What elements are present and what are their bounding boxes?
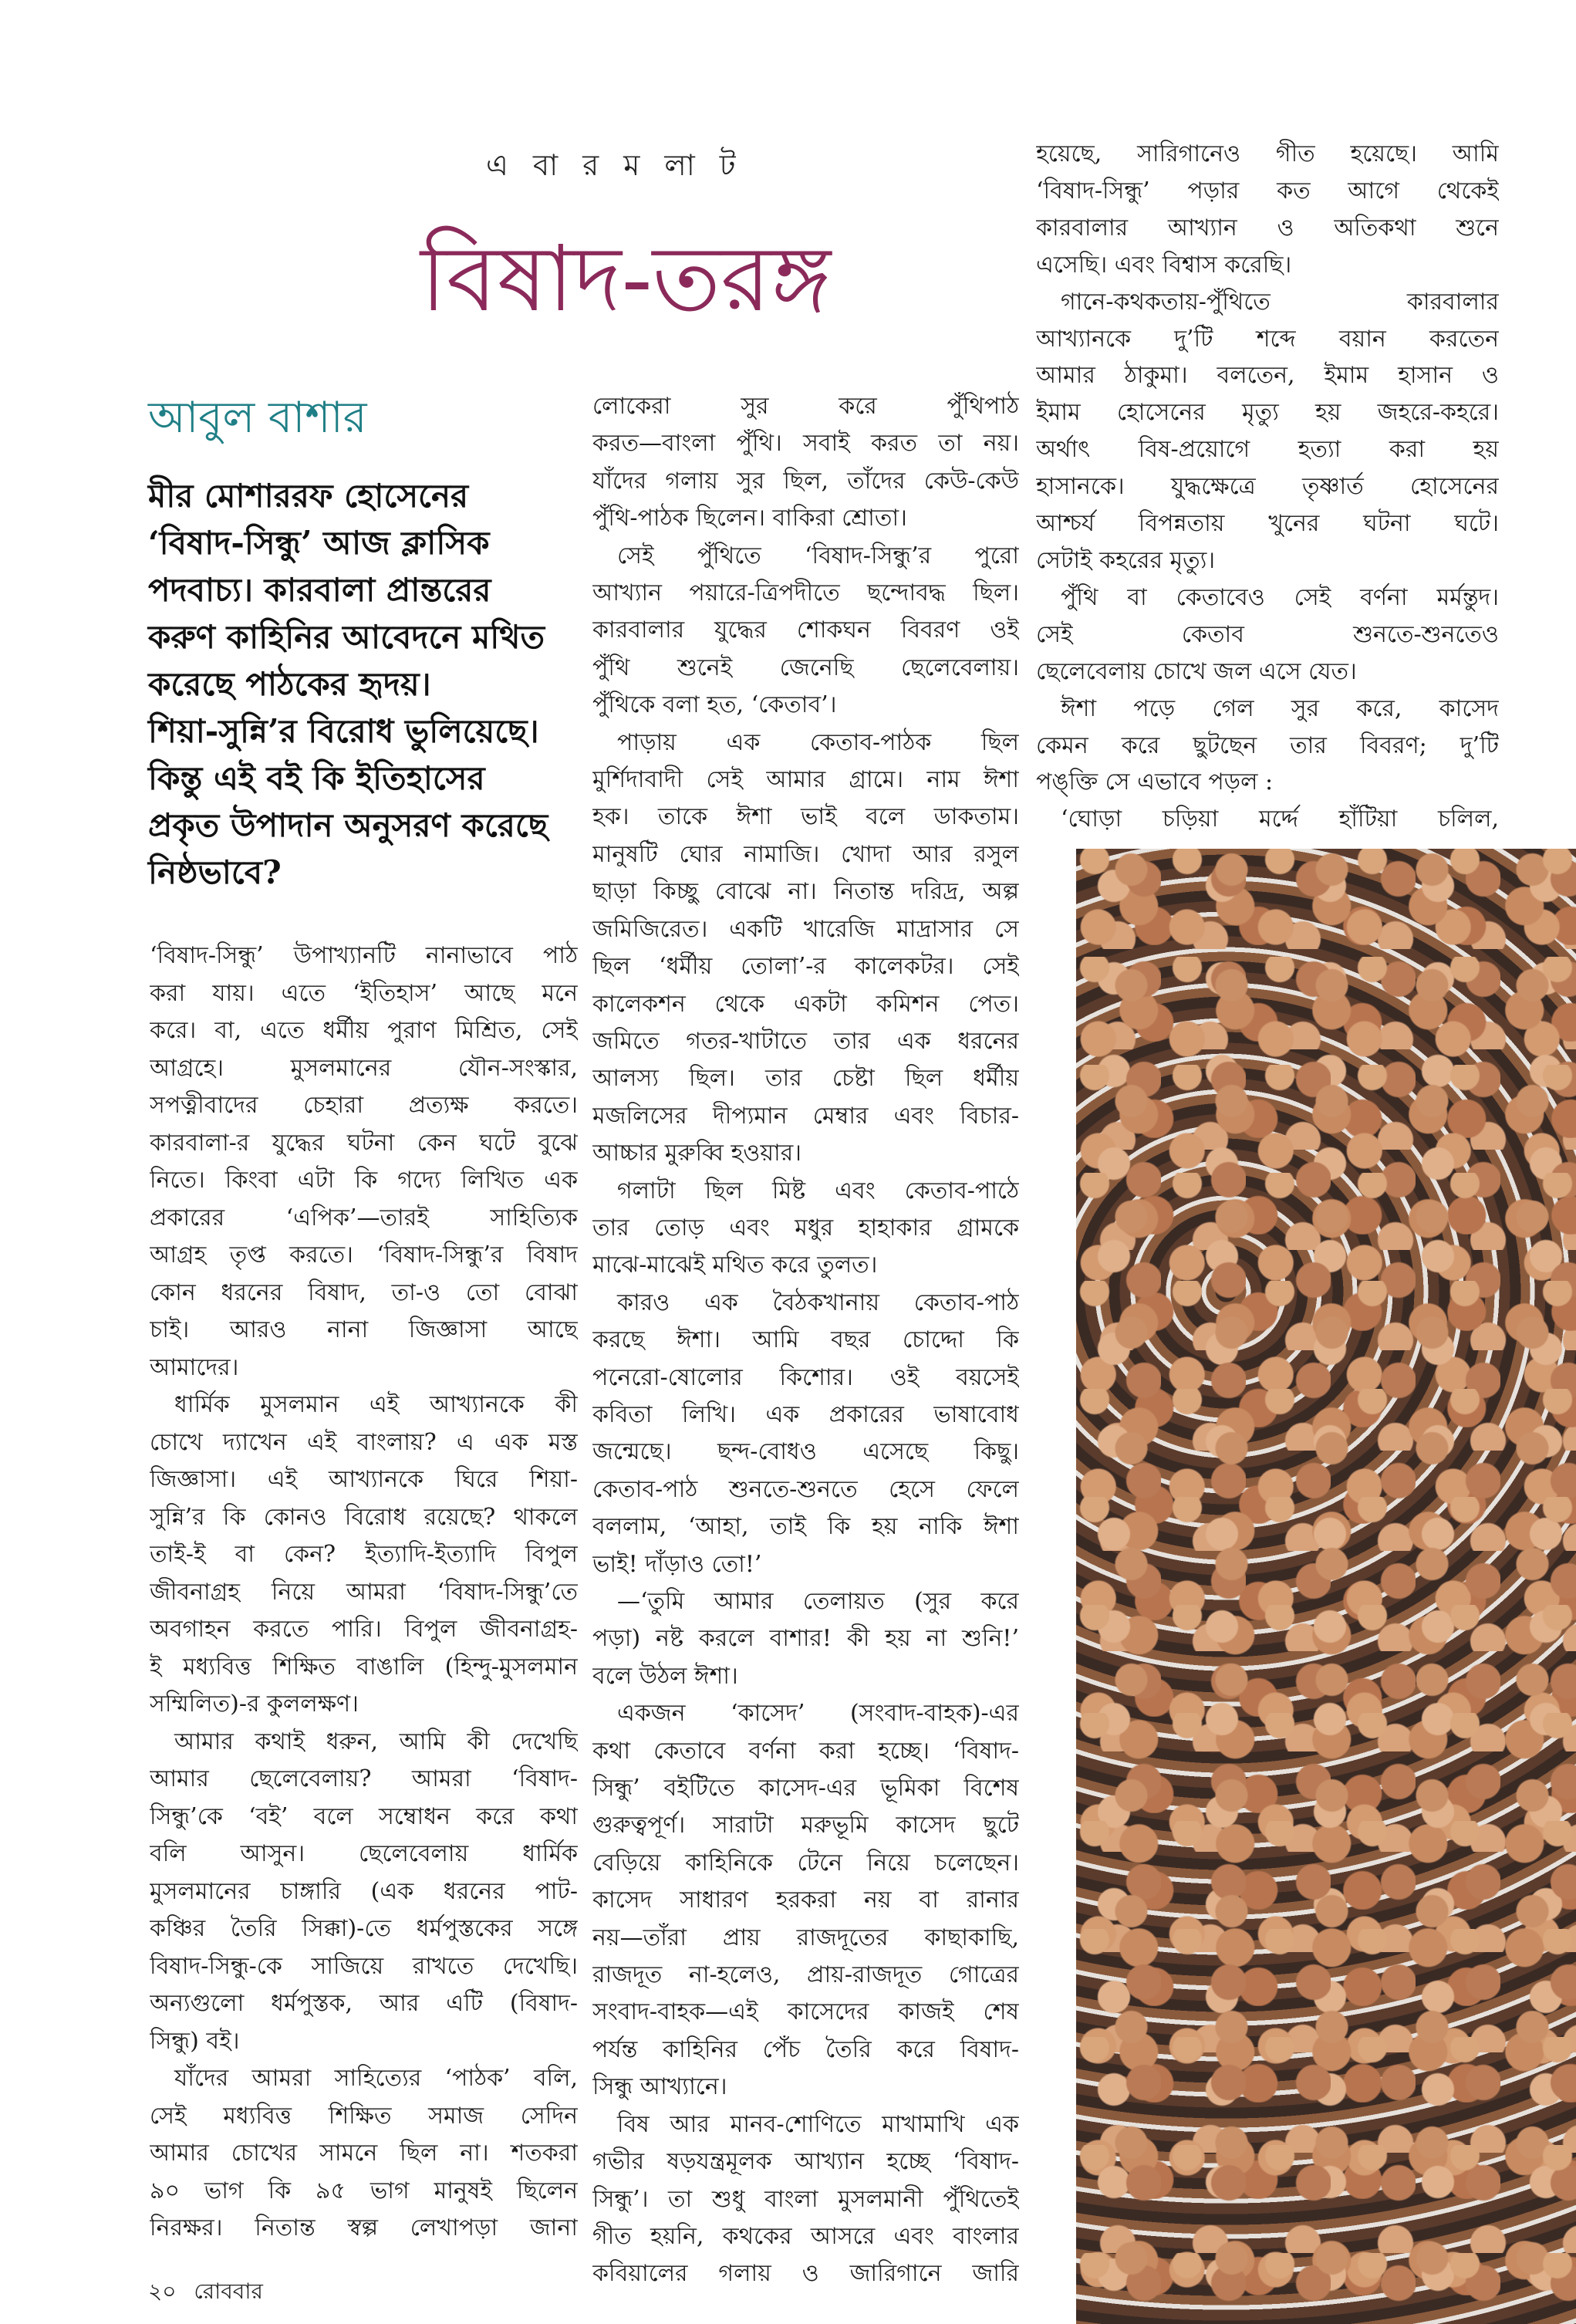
text-line: ৯০ ভাগ কি ৯৫ ভাগ মানুষই ছিলেন: [150, 2177, 578, 2204]
paragraph: [592, 1583, 1019, 1695]
page-number: ২০: [148, 2278, 177, 2304]
text-line: ‘ঘোড়া চড়িয়া মর্দ্দে হাঁটিয়া চলিল,: [1061, 806, 1499, 833]
text-line: ‘বিষাদ-সিন্ধু’ পড়ার কত আগে থেকেই: [1036, 177, 1499, 204]
text-line: মুসলমানের চাঙ্গারি (এক ধরনের পাট-: [150, 1877, 578, 1905]
text-line: সিন্ধু আখ্যানে।: [592, 2073, 727, 2101]
text-line: করা যায়। এতে ‘ইতিহাস’ আছে মনে: [150, 979, 578, 1007]
text-line: —‘তুমি আমার তেলায়ত (সুর করে: [617, 1588, 1019, 1615]
section-kicker: এ বা র ম লা ট: [486, 148, 744, 182]
text-line: রাজদূত না-হলেও, প্রায়-রাজদূত গোত্রের: [592, 1961, 1019, 1989]
text-line: জিজ্ঞাসা। এই আখ্যানকে ঘিরে শিয়া-: [150, 1466, 578, 1493]
paragraph: [592, 725, 1019, 1173]
lead-line: মীর মোশাররফ হোসেনের: [148, 477, 469, 515]
text-line: বলি আসুন। ছেলেবেলায় ধার্মিক: [150, 1840, 578, 1867]
text-line: হাসানকে। যুদ্ধক্ষেত্রে তৃষ্ণার্ত হোসেনের: [1036, 473, 1499, 501]
lead-line: কিন্তু এই বই কি ইতিহাসের: [148, 759, 485, 797]
text-line: তাই-ই বা কেন? ইত্যাদি-ইত্যাদি বিপুল: [150, 1541, 578, 1568]
text-line: জমিতে গতর-খাটাতে তার এক ধরনের: [592, 1027, 1019, 1055]
text-line: ধার্মিক মুসলমান এই আখ্যানকে কী: [174, 1391, 578, 1418]
body-column-2: [592, 388, 1019, 2293]
paragraph: [1036, 801, 1499, 838]
text-line: পড়া) নষ্ট করলে বাশার! কী হয় না শুনি!’: [592, 1625, 1019, 1653]
text-line: যাঁদের আমরা সাহিত্যের ‘পাঠক’ বলি,: [174, 2065, 578, 2092]
text-line: বিষাদ-সিন্ধু-কে সাজিয়ে রাখতে দেখেছি।: [150, 1952, 578, 1980]
text-line: পর্যন্ত কাহিনির পেঁচ তৈরি করে বিষাদ-: [592, 2035, 1019, 2063]
lead-line: করুণ কাহিনির আবেদনে মথিত: [148, 618, 545, 656]
text-line: গভীর ষড়যন্ত্রমূলক আখ্যান হচ্ছে ‘বিষাদ-: [592, 2148, 1019, 2176]
lead-line: পদবাচ্য। কারবালা প্রান্তরের: [148, 571, 491, 609]
paragraph: [150, 1387, 578, 1724]
text-line: কালেকশন থেকে একটা কমিশন পেত।: [592, 990, 1019, 1018]
text-line: মাঝে-মাঝেই মথিত করে তুলত।: [592, 1252, 878, 1279]
text-line: কবিতা লিখি। এক প্রকারের ভাষাবোধ: [592, 1400, 1019, 1428]
lead-line: নিষ্ঠভাবে?: [148, 853, 282, 891]
text-line: সংবাদ-বাহক—এই কাসেদের কাজই শেষ: [592, 1998, 1019, 2026]
text-line: আশ্চর্য বিপন্নতায় খুনের ঘটনা ঘটে।: [1036, 510, 1499, 538]
text-line: জমিজিরেত। একটি খারেজি মাদ্রাসার সে: [592, 915, 1019, 943]
text-line: সেই মধ্যবিত্ত শিক্ষিত সমাজ সেদিন: [150, 2102, 578, 2130]
text-line: বলে উঠল ঈশা।: [592, 1662, 738, 1690]
text-line: এসেছি। এবং বিশ্বাস করেছি।: [1036, 251, 1292, 279]
text-line: করে। বা, এতে ধর্মীয় পুরাণ মিশ্রিত, সেই: [150, 1017, 578, 1044]
text-line: চোখে দ্যাখেন এই বাংলায়? এ এক মস্ত: [150, 1428, 578, 1456]
text-line: অবগাহন করতে পারি। বিপুল জীবনাগ্রহ-: [150, 1616, 578, 1643]
text-line: একজন ‘কাসেদ’ (সংবাদ-বাহক)-এর: [617, 1700, 1019, 1728]
text-line: প্রকারের ‘এপিক’—তারই সাহিত্যিক: [150, 1204, 578, 1231]
lead-line: ‘বিষাদ-সিন্ধু’ আজ ক্লাসিক: [148, 524, 490, 562]
text-line: পনেরো-ষোলোর কিশোর। ওই বয়সেই: [592, 1363, 1019, 1391]
text-line: সিন্ধু’কে ‘বই’ বলে সম্বোধন করে কথা: [150, 1802, 578, 1830]
text-line: ছেলেবেলায় চোখে জল এসে যেত।: [1036, 657, 1357, 685]
text-line: কথা কেতাবে বর্ণনা করা হচ্ছে। ‘বিষাদ-: [592, 1737, 1019, 1765]
text-line: জীবনাগ্রহ নিয়ে আমরা ‘বিষাদ-সিন্ধু’তে: [150, 1578, 578, 1606]
text-line: ছিল ‘ধর্মীয় তোলা’-র কালেকটর। সেই: [592, 953, 1019, 981]
text-line: কারবালা-র যুদ্ধের ঘটনা কেন ঘটে বুঝে: [150, 1129, 578, 1157]
text-line: আমার কথাই ধরুন, আমি কী দেখেছি: [174, 1728, 578, 1755]
text-line: নিতে। কিংবা এটা কি গদ্যে লিখিত এক: [150, 1167, 578, 1194]
text-line: কাসেদ সাধারণ হরকরা নয় বা রানার: [592, 1887, 1019, 1914]
paragraph: [150, 1724, 578, 2061]
text-line: করত—বাংলা পুঁথি। সবাই করত তা নয়।: [592, 430, 1019, 458]
text-line: গানে-কথকতায়-পুঁথিতে কারবালার: [1061, 288, 1499, 316]
paragraph: [1036, 579, 1499, 691]
article-title: বিষাদ-তরঙ্গ: [420, 225, 832, 332]
text-line: আখ্যান পয়ারে-ত্রিপদীতে ছন্দোবদ্ধ ছিল।: [592, 579, 1019, 607]
text-line: ভাই! দাঁড়াও তো!’: [592, 1550, 762, 1578]
paragraph: [1036, 284, 1499, 579]
text-line: গলাটা ছিল মিষ্ট এবং কেতাব-পাঠে: [617, 1177, 1019, 1204]
text-line: ঈশা পড়ে গেল সুর করে, কাসেদ: [1061, 694, 1499, 722]
text-line: বললাম, ‘আহা, তাই কি হয় নাকি ঈশা: [592, 1513, 1019, 1541]
text-line: আমার চোখের সামনে ছিল না। শতকরা: [150, 2140, 578, 2167]
text-line: সম্মিলিত)-র কুললক্ষণ।: [150, 1691, 359, 1718]
text-line: আমাদের।: [150, 1353, 239, 1381]
text-line: কারবালার আখ্যান ও অতিকথা শুনে: [1036, 214, 1499, 242]
magazine-name: রোববার: [194, 2278, 263, 2304]
text-line: সেই পুঁথিতে ‘বিষাদ-সিন্ধু’র পুরো: [617, 542, 1019, 569]
text-line: কঞ্চির তৈরি সিক্কা)-তে ধর্মপুস্তকের সঙ্গে: [150, 1915, 578, 1942]
text-line: পুঁথি-পাঠক ছিলেন। বাকিরা শ্রোতা।: [592, 505, 907, 532]
text-line: করছে ঈশা। আমি বছর চোদ্দো কি: [592, 1326, 1019, 1354]
text-line: নয়—তাঁরা প্রায় রাজদূতের কাছাকাছি,: [592, 1924, 1019, 1951]
text-line: সেটাই কহরের মৃত্যু।: [1036, 546, 1216, 574]
text-line: হক। তাকে ঈশা ভাই বলে ডাকতাম।: [592, 803, 1019, 831]
text-line: কেতাব-পাঠ শুনতে-শুনতে হেসে ফেলে: [592, 1475, 1019, 1503]
text-line: কোন ধরনের বিষাদ, তা-ও তো বোঝা: [150, 1279, 578, 1306]
text-line: ‘বিষাদ-সিন্ধু’ উপাখ্যানটি নানাভাবে পাঠ: [150, 942, 578, 969]
text-line: সিন্ধু’। তা শুধু বাংলা মুসলমানী পুঁথিতেই: [592, 2185, 1019, 2213]
paragraph: [592, 1173, 1019, 1285]
paragraph: [592, 1285, 1019, 1583]
text-line: কারবালার যুদ্ধের শোকঘন বিবরণ ওই: [592, 616, 1019, 644]
text-line: মুর্শিদাবাদী সেই আমার গ্রামে। নাম ঈশা: [592, 766, 1019, 794]
text-line: ছাড়া কিচ্ছু বোঝে না। নিতান্ত দরিদ্র, অল্প: [592, 878, 1019, 906]
text-line: সেই কেতাব শুনতে-শুনতেও: [1036, 620, 1499, 648]
text-line: আগ্রহে। মুসলমানের যৌন-সংস্কার,: [150, 1054, 578, 1082]
crowd-photo: [1076, 849, 1576, 2324]
text-line: কারও এক বৈঠকখানায় কেতাব-পাঠ: [617, 1289, 1019, 1316]
text-line: হয়েছে, সারিগানেও গীত হয়েছে। আমি: [1036, 140, 1499, 167]
text-line: লোকেরা সুর করে পুঁথিপাঠ: [592, 393, 1019, 420]
text-line: ইমাম হোসেনের মৃত্যু হয় জহরে-কহরে।: [1036, 399, 1499, 427]
text-line: মানুষটি ঘোর নামাজি। খোদা আর রসুল: [592, 840, 1019, 868]
lead-line: প্রকৃত উপাদান অনুসরণ করেছে: [148, 806, 548, 844]
text-line: পঙ্‌ক্তি সে এভাবে পড়ল :: [1036, 768, 1274, 796]
text-line: ই মধ্যবিত্ত শিক্ষিত বাঙালি (হিন্দু-মুসলমান: [150, 1653, 578, 1681]
text-line: মজলিসের দীপ্যমান মেম্বার এবং বিচার-: [592, 1102, 1019, 1130]
text-line: সুন্নি’র কি কোনও বিরোধ রয়েছে? থাকলে: [150, 1503, 578, 1531]
text-line: আমার ছেলেবেলায়? আমরা ‘বিষাদ-: [150, 1765, 578, 1792]
text-line: পাড়ায় এক কেতাব-পাঠক ছিল: [617, 728, 1019, 756]
text-line: আচ্চার মুরুব্বি হওয়ার।: [592, 1140, 801, 1167]
text-line: কেমন করে ছুটছেন তার বিবরণ; দু’টি: [1036, 731, 1499, 759]
text-line: তার তোড় এবং মধুর হাহাকার গ্রামকে: [592, 1214, 1019, 1241]
lead-line: করেছে পাঠকের হৃদয়।: [148, 665, 431, 703]
paragraph: [592, 1695, 1019, 2106]
body-column-3: [1036, 136, 1499, 838]
paragraph: [1036, 691, 1499, 802]
text-line: গুরুত্বপূর্ণ। সারাটা মরুভূমি কাসেদ ছুটে: [592, 1812, 1019, 1839]
text-line: জন্মেছে। ছন্দ-বোধও এসেছে কিছু।: [592, 1438, 1019, 1466]
text-line: আলস্য ছিল। তার চেষ্টা ছিল ধর্মীয়: [592, 1065, 1019, 1093]
text-line: চাই। আরও নানা জিজ্ঞাসা আছে: [150, 1316, 578, 1343]
text-line: পুঁথিকে বলা হত, ‘কেতাব’।: [592, 691, 837, 719]
paragraph: [1036, 136, 1499, 284]
text-line: সিন্ধু) বই।: [150, 2027, 240, 2055]
text-line: আমার ঠাকুমা। বলতেন, ইমাম হাসান ও: [1036, 362, 1499, 390]
paragraph: [592, 388, 1019, 538]
body-column-1: [150, 937, 578, 2248]
paragraph: [592, 2106, 1019, 2293]
text-line: পুঁথি শুনেই জেনেছি ছেলেবেলায়।: [592, 654, 1019, 681]
text-line: অন্যগুলো ধর্মপুস্তক, আর এটি (বিষাদ-: [150, 1990, 578, 2017]
text-line: বিষ আর মানব-শোণিতে মাখামাখি এক: [617, 2110, 1019, 2138]
lead-line: শিয়া-সুন্নি’র বিরোধ ভুলিয়েছে।: [148, 712, 539, 750]
paragraph: [150, 2060, 578, 2248]
paragraph: [592, 538, 1019, 725]
text-line: নিরক্ষর। নিতান্ত স্বল্প লেখাপড়া জানা: [150, 2214, 578, 2241]
text-line: আখ্যানকে দু’টি শব্দে বয়ান করতেন: [1036, 325, 1499, 353]
text-line: যাঁদের গলায় সুর ছিল, তাঁদের কেউ-কেউ: [592, 467, 1019, 495]
text-line: আগ্রহ তৃপ্ত করতে। ‘বিষাদ-সিন্ধু’র বিষাদ: [150, 1241, 578, 1268]
text-line: সিন্ধু’ বইটিতে কাসেদ-এর ভূমিকা বিশেষ: [592, 1775, 1019, 1802]
text-line: সপত্নীবাদের চেহারা প্রত্যক্ষ করতে।: [150, 1092, 578, 1119]
lead-paragraph: [148, 472, 580, 896]
page-footer: [148, 2275, 263, 2311]
text-line: গীত হয়নি, কথকের আসরে এবং বাংলার: [592, 2222, 1019, 2250]
text-line: অর্থাৎ বিষ-প্রয়োগে হত্যা করা হয়: [1036, 436, 1499, 464]
paragraph: [150, 937, 578, 1387]
text-line: বেড়িয়ে কাহিনিকে টেনে নিয়ে চলেছেন।: [592, 1849, 1019, 1876]
author-name: আবুল বাশার: [148, 393, 367, 443]
text-line: পুঁথি বা কেতাবেও সেই বর্ণনা মর্মন্তুদ।: [1061, 583, 1499, 611]
text-line: কবিয়ালের গলায় ও জারিগানে জারি: [592, 2260, 1019, 2288]
